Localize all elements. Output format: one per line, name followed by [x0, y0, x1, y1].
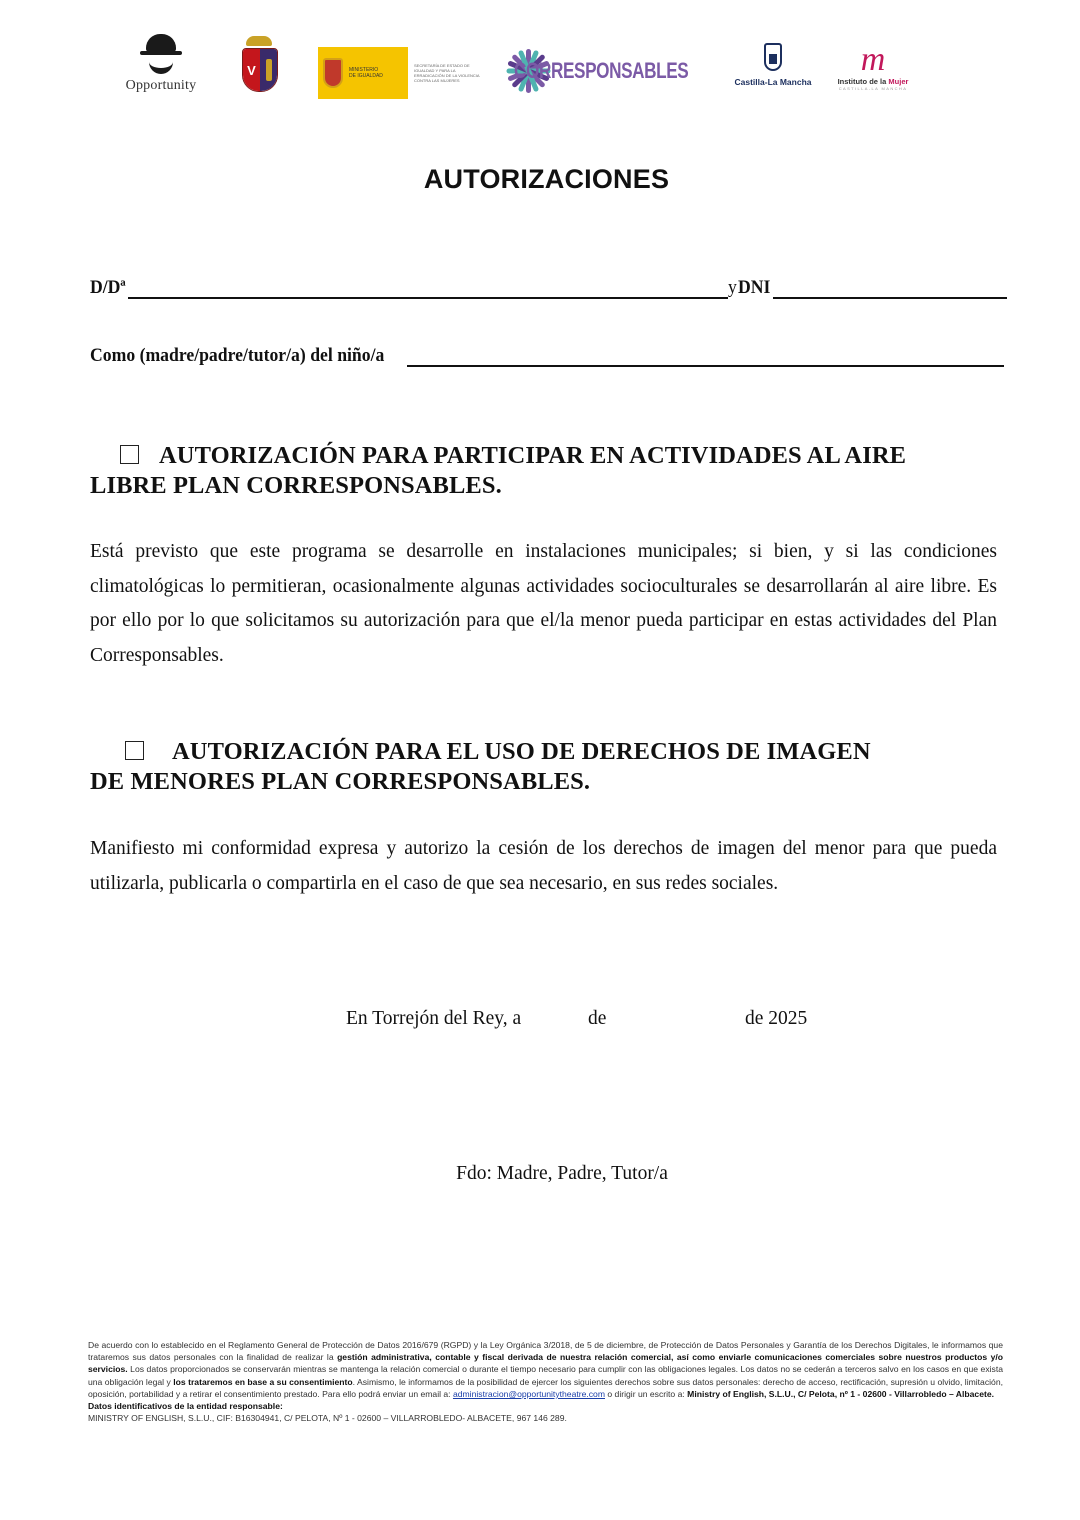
mujer-label: Mujer — [888, 77, 909, 86]
opportunity-logo — [118, 32, 204, 96]
image-rights-description: Manifiesto mi conformidad expresa y autorizo la cesión de los derechos de imagen del menor para que pueda utilizarla, publicarla o compartirla en el caso de que sea necesario, en sus redes sociales. — [90, 838, 997, 894]
child-name-field[interactable] — [407, 345, 1005, 367]
dni-label: DNI — [737, 277, 771, 298]
date-de-month: de — [588, 1008, 607, 1029]
legal-consent-bold: los trataremos en base a su consentimiento — [173, 1376, 353, 1387]
ministerio-igualdad-logo — [318, 46, 488, 100]
outdoor-activities-description: Está previsto que este programa se desarrolle en instalaciones municipales; si bien, y si las condiciones climatológicas lo permitieran, ocasionalmente algunas actividades socioculturales se desarrollarán al aire libre. Es por ello por lo que solicitamos su autorización para que el/la menor pueda participar en estas actividades del Plan Corresponsables. — [90, 541, 997, 666]
corresponsables-logo — [504, 42, 710, 100]
date-prefix: En Torrejón del Rey, a — [346, 1008, 522, 1029]
parent-name-dni-row — [90, 277, 1007, 299]
mustache-shape — [149, 56, 173, 74]
dni-connector: y — [728, 277, 738, 298]
castilla-la-mancha-logo — [734, 38, 812, 92]
legal-text: De acuerdo con lo establecido en el Reglamento General de Protección de Datos 2016/679 (RGPD) y la Ley Orgánica 3/2018, de 5 de diciembre, de Protección de Datos Personales y Garantía de los Derechos Digitales, le informamos que trataremos sus datos personales con la finalidad de realizar la — [88, 1340, 1003, 1363]
child-name-row — [90, 345, 1004, 367]
shield-initial: V — [243, 49, 260, 91]
legal-purpose-bold: gestión administrativa, contable y fiscal derivada de nuestra relación comercial, así como enviarle comunicaciones comerciales sobre nuestros productos y/o servicios. — [88, 1352, 1003, 1375]
municipal-coat-of-arms-logo — [236, 36, 282, 96]
signature-line: Fdo: Madre, Padre, Tutor/a — [456, 1163, 668, 1184]
section1-heading-line1: AUTORIZACIÓN PARA PARTICIPAR EN ACTIVIDADES AL AIRE — [159, 442, 907, 469]
legal-text: Los datos proporcionados se conservarán mientras se mantenga la relación comercial o durante el tiempo necesario para cumplir con las obligaciones legales. Los datos no se cederán a terceros salvo en los casos en que exista una obligación legal y — [88, 1364, 1003, 1387]
outdoor-activities-authorization-heading — [90, 441, 906, 501]
castle-shield-icon — [764, 43, 782, 71]
document-title: AUTORIZACIONES — [423, 164, 670, 194]
section2-heading-line2: DE MENORES PLAN CORRESPONSABLES. — [90, 768, 591, 795]
contact-email-link[interactable]: administracion@opportunitytheatre.com — [452, 1388, 605, 1399]
entity-heading: Datos identificativos de la entidad responsable: — [88, 1401, 283, 1412]
castilla-la-mancha-text: Castilla-La Mancha — [734, 77, 812, 87]
corresponsables-logo-text: CORRESPONSABLES — [514, 58, 689, 83]
instituto-label: Instituto de la — [837, 77, 889, 86]
shield-tower — [260, 49, 277, 91]
ministry-name — [343, 67, 383, 79]
hat-mustache-icon — [146, 34, 176, 52]
image-rights-authorization-heading — [90, 737, 871, 797]
legal-text: o dirigir un escrito a: — [605, 1388, 688, 1399]
child-label: Como (madre/padre/tutor/a) del niño/a — [90, 345, 385, 366]
outdoor-activities-checkbox[interactable] — [120, 445, 139, 464]
name-label: D/Dª — [90, 277, 126, 298]
entity-details: MINISTRY OF ENGLISH, S.L.U., CIF: B16304941, C/ PELOTA, Nº 1 - 02600 – VILLARROBLEDO- ALBACETE, 967 146 289. — [88, 1413, 567, 1424]
dni-field[interactable] — [773, 277, 1007, 299]
tower-icon — [266, 59, 272, 81]
section1-heading-line2: LIBRE PLAN CORRESPONSABLES. — [90, 472, 502, 499]
data-protection-notice — [88, 1339, 1003, 1424]
instituto-de-la-mujer-logo — [826, 38, 920, 96]
opportunity-logo-text: Opportunity — [125, 78, 197, 93]
ministry-name-line1: MINISTERIO — [349, 67, 379, 73]
instituto-mujer-subtitle: CASTILLA-LA MANCHA — [838, 86, 908, 91]
date-year: de 2025 — [745, 1008, 808, 1029]
legal-address-bold: Ministry of English, S.L.U., C/ Pelota, nº 1 - 02600 - Villarrobledo – Albacete. — [687, 1388, 995, 1399]
image-rights-checkbox[interactable] — [125, 741, 144, 760]
im-monogram-icon: m — [860, 41, 886, 78]
legal-text: . Asimismo, le informamos de la posibilidad de ejercer los siguientes derechos sobre sus datos personales: derecho de acceso, rectificación, supresión u olvido, limitación, oposición, portabilidad y a retirar el consentimiento prestado. Para ello podrá enviar un email a: — [88, 1376, 1003, 1399]
coat-of-arms-icon — [242, 48, 278, 92]
spain-coat-of-arms-icon — [323, 58, 343, 88]
crown-icon — [246, 36, 272, 46]
ministry-yellow-box — [318, 47, 408, 99]
parent-name-field[interactable] — [128, 277, 728, 299]
ministry-subtitle: SECRETARÍA DE ESTADO DE IGUALDAD Y PARA LA ERRADICACIÓN DE LA VIOLENCIA CONTRA LAS MUJERES — [414, 63, 480, 83]
section2-heading-line1: AUTORIZACIÓN PARA EL USO DE DERECHOS DE IMAGEN — [172, 738, 871, 765]
instituto-mujer-text — [838, 77, 909, 86]
ministry-name-line2: DE IGUALDAD — [349, 73, 383, 79]
